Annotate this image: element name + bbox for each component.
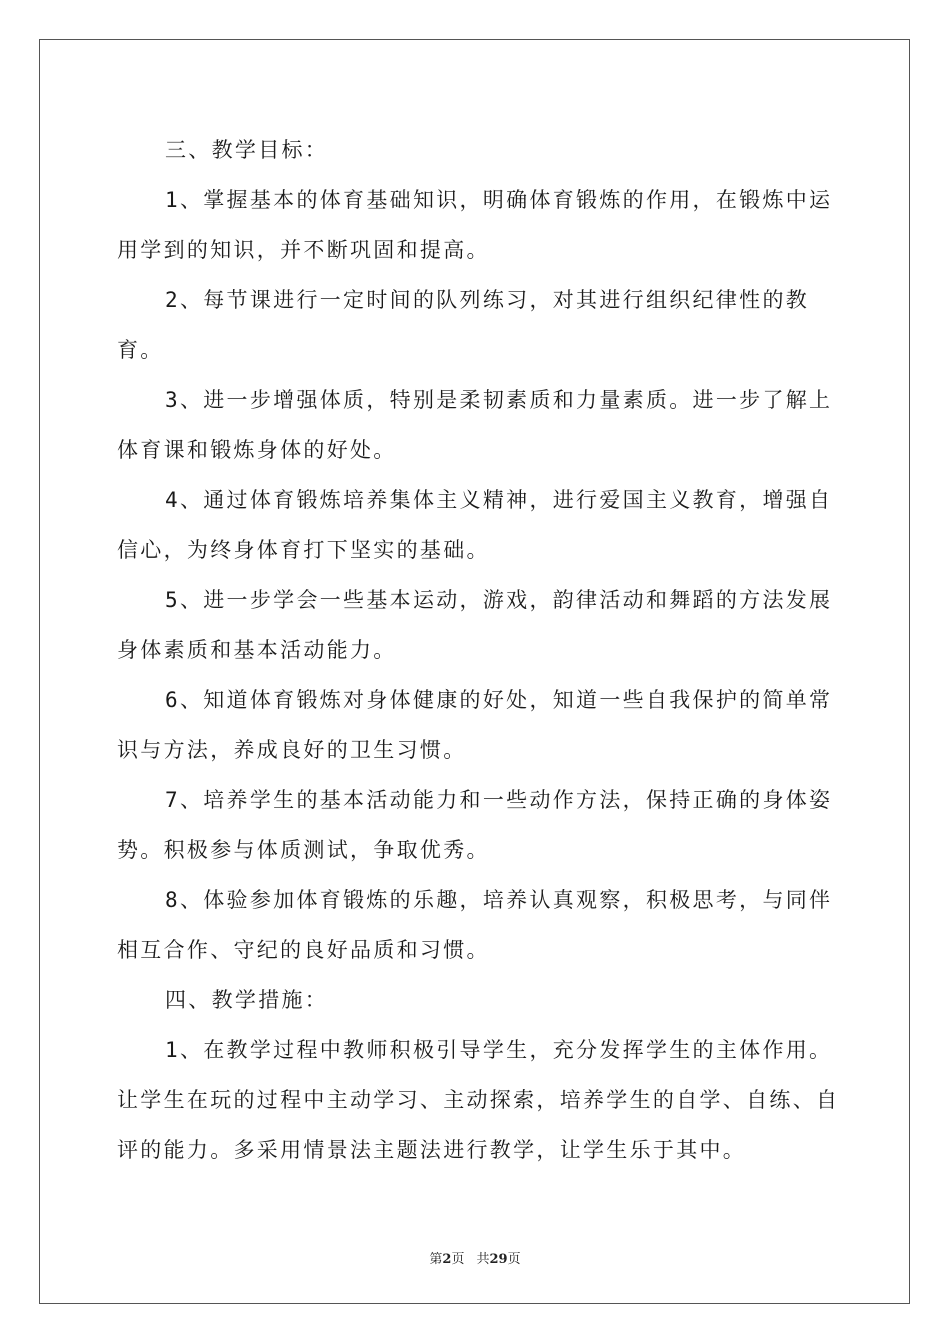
total-suffix: 页 <box>507 1252 521 1267</box>
page-suffix: 页 <box>451 1252 465 1267</box>
document-body <box>117 125 847 1175</box>
objective-item-6: 6、知道体育锻炼对身体健康的好处，知道一些自我保护的简单常识与方法，养成良好的卫生习惯。 <box>117 688 833 762</box>
total-pages: 29 <box>489 1252 508 1267</box>
section-heading-measures: 四、教学措施： <box>165 988 329 1012</box>
measure-item-1: 1、在教学过程中教师积极引导学生，充分发挥学生的主体作用。让学生在玩的过程中主动学习、主动探索，培养学生的自学、自练、自评的能力。多采用情景法主题法进行教学，让学生乐于其中。 <box>117 1038 840 1162</box>
objective-item-4: 4、通过体育锻炼培养集体主义精神，进行爱国主义教育，增强自信心，为终身体育打下坚实的基础。 <box>117 488 833 562</box>
objective-item-8: 8、体验参加体育锻炼的乐趣，培养认真观察，积极思考，与同伴相互合作、守纪的良好品质和习惯。 <box>117 888 833 962</box>
objective-item-1: 1、掌握基本的体育基础知识，明确体育锻炼的作用，在锻炼中运用学到的知识，并不断巩固和提高。 <box>117 188 833 262</box>
page-number: 2 <box>442 1252 452 1267</box>
total-prefix: 共 <box>476 1252 490 1267</box>
page-prefix: 第 <box>429 1252 443 1267</box>
page-footer <box>0 1248 950 1267</box>
objective-item-3: 3、进一步增强体质，特别是柔韧素质和力量素质。进一步了解上体育课和锻炼身体的好处。 <box>117 388 833 462</box>
objective-item-5: 5、进一步学会一些基本运动，游戏，韵律活动和舞蹈的方法发展身体素质和基本活动能力。 <box>117 588 833 662</box>
objective-item-2: 2、每节课进行一定时间的队列练习，对其进行组织纪律性的教育。 <box>117 288 810 362</box>
objective-item-7: 7、培养学生的基本活动能力和一些动作方法，保持正确的身体姿势。积极参与体质测试，争取优秀。 <box>117 788 833 862</box>
section-heading-objectives: 三、教学目标： <box>165 138 329 162</box>
